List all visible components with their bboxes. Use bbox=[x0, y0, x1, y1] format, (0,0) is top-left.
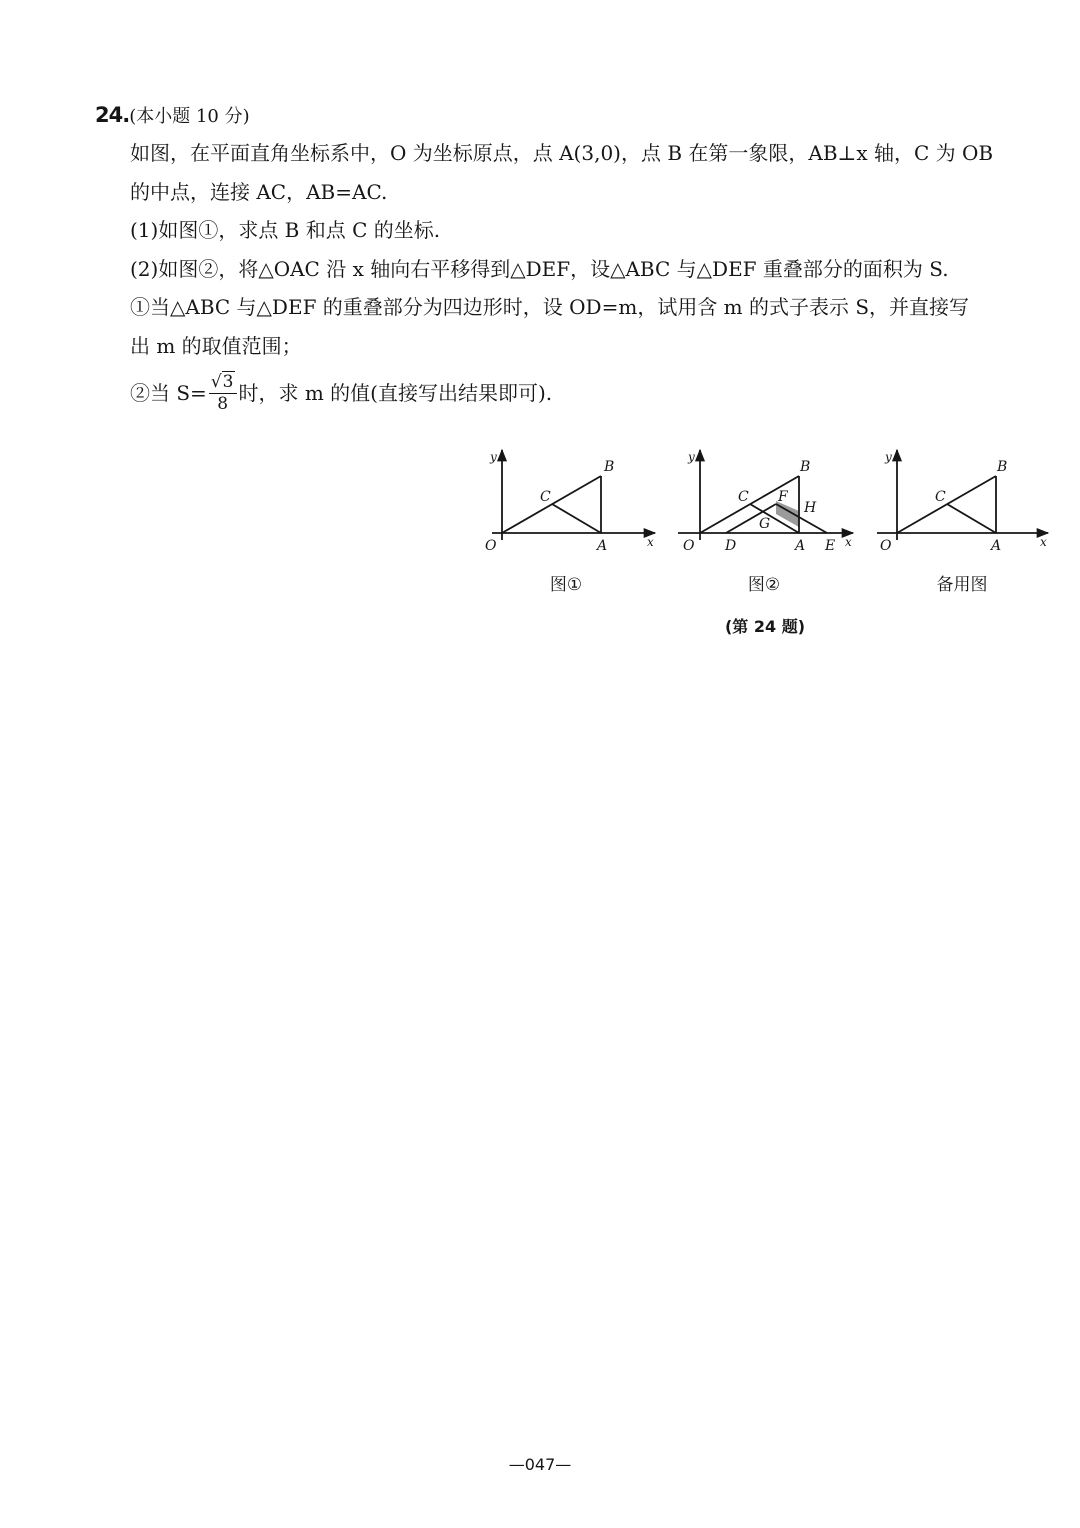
fig2-label-O: O bbox=[683, 538, 695, 554]
fig2-label-H: H bbox=[804, 500, 817, 516]
fig2-label-A: A bbox=[795, 538, 806, 554]
fig2-label-C: C bbox=[738, 489, 749, 505]
fig2-label-E: E bbox=[825, 538, 836, 554]
fraction-numerator: √3 bbox=[209, 374, 237, 394]
fig1-label-C: C bbox=[540, 489, 551, 505]
fraction-sqrt3-over-8 bbox=[209, 371, 237, 414]
fraction-denominator: 8 bbox=[217, 393, 229, 414]
fig3-label-A: A bbox=[991, 538, 1002, 554]
fig3-segment-AC bbox=[947, 504, 996, 533]
part-2-sub1-line-1: ①当△ABC 与△DEF 的重叠部分为四边形时，设 OD=m，试用含 m 的式子表示 S，并直接写 bbox=[130, 295, 970, 319]
fig1-segment-AC bbox=[552, 504, 601, 533]
question-number: 24. bbox=[95, 103, 130, 127]
part-2-text: (2)如图②，将△OAC 沿 x 轴向右平移得到△DEF，设△ABC 与△DEF 重叠部分的面积为 S. bbox=[130, 256, 949, 281]
fig2-caption: 图② bbox=[747, 575, 781, 595]
problem-header bbox=[95, 96, 1055, 134]
figure-3-labels bbox=[880, 450, 1047, 554]
fig2-label-x: x bbox=[845, 535, 852, 549]
question-points: (本小题 10 分) bbox=[129, 106, 250, 127]
part-2-sub2-line bbox=[130, 365, 1055, 421]
figure-3 bbox=[877, 450, 1048, 540]
fig2-label-y: y bbox=[688, 450, 695, 464]
fig2-segment-FE bbox=[776, 504, 827, 533]
fig2-label-F: F bbox=[778, 489, 788, 505]
fig3-label-C: C bbox=[935, 489, 946, 505]
fig1-label-x: x bbox=[647, 535, 654, 549]
fig1-label-B: B bbox=[604, 459, 615, 475]
fig1-label-y: y bbox=[490, 450, 497, 464]
fig3-label-B: B bbox=[997, 459, 1008, 475]
figure-2-labels bbox=[683, 450, 852, 554]
fig2-label-G: G bbox=[759, 516, 771, 532]
fig3-label-y: y bbox=[885, 450, 892, 464]
problem-24 bbox=[95, 96, 1055, 421]
fig1-label-A: A bbox=[597, 538, 608, 554]
fig3-caption: 备用图 bbox=[936, 575, 988, 595]
fig3-label-O: O bbox=[880, 538, 892, 554]
part-1-text: (1)如图①，求点 B 和点 C 的坐标. bbox=[130, 218, 441, 242]
fig2-label-D: D bbox=[725, 538, 737, 554]
fig1-label-O: O bbox=[485, 538, 497, 554]
figure-1 bbox=[492, 450, 655, 540]
fig3-label-x: x bbox=[1040, 535, 1047, 549]
problem-line-1: 如图，在平面直角坐标系中，O 为坐标原点，点 A(3,0)，点 B 在第一象限，AB⊥x 轴，C 为 OB bbox=[130, 141, 994, 165]
fig1-caption: 图① bbox=[549, 575, 583, 595]
figures-area bbox=[470, 440, 1060, 650]
problem-line-2: 的中点，连接 AC，AB=AC. bbox=[130, 179, 388, 204]
radicand: 3 bbox=[222, 371, 234, 392]
sub2-prefix: ②当 S= bbox=[130, 381, 207, 405]
fig2-label-B: B bbox=[800, 459, 811, 475]
part-2-sub1-line-2: 出 m 的取值范围； bbox=[130, 333, 302, 358]
page-number: —047— bbox=[508, 1455, 572, 1474]
figure-1-labels bbox=[485, 450, 654, 554]
sub2-suffix: 时，求 m 的值(直接写出结果即可). bbox=[238, 381, 553, 405]
figure-title: (第 24 题) bbox=[724, 617, 806, 636]
